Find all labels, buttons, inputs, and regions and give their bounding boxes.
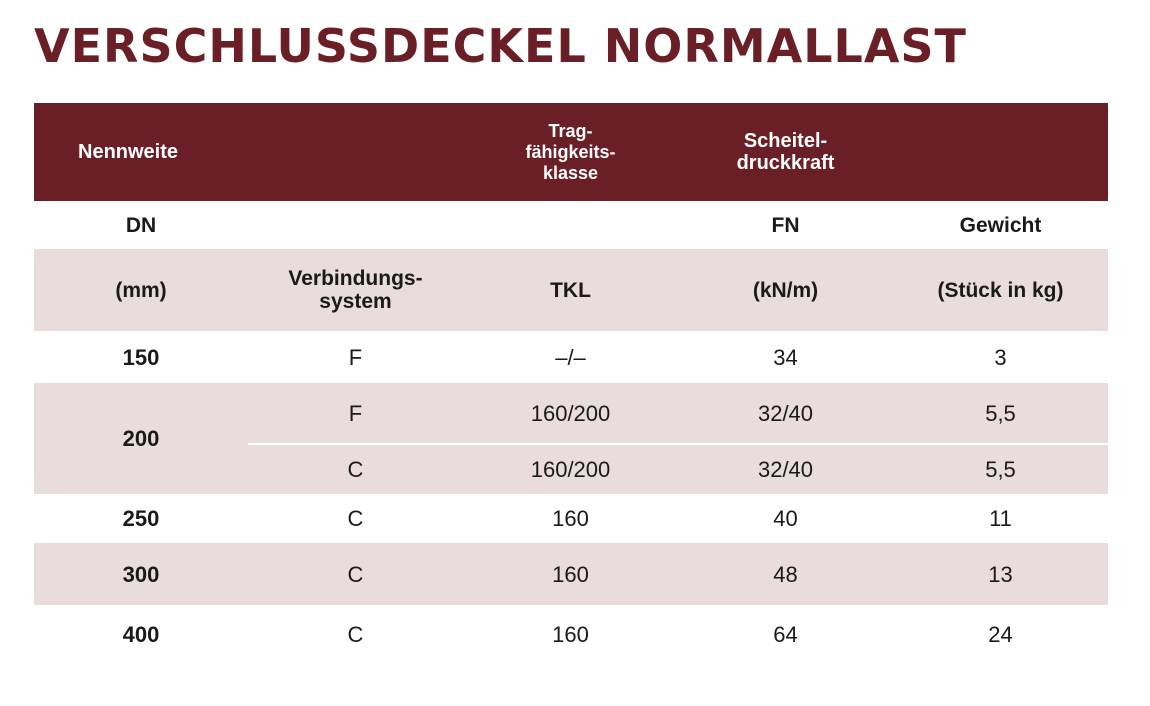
table-row	[34, 543, 1108, 605]
cell-fn: 32/40	[678, 444, 893, 494]
product-table	[34, 103, 1108, 663]
cell-weight: 13	[893, 543, 1108, 605]
units-row-1	[34, 201, 1108, 249]
table-header-row	[34, 103, 1108, 201]
table-row	[34, 331, 1108, 383]
cell-weight: 5,5	[893, 444, 1108, 494]
unit-gewicht: Gewicht	[959, 213, 1042, 237]
cell-tkl: 160	[463, 543, 678, 605]
cell-fn: 32/40	[678, 383, 893, 444]
header-empty	[248, 103, 463, 201]
cell-system: C	[248, 444, 463, 494]
cell-tkl: –/–	[555, 344, 586, 370]
table-row	[34, 494, 1108, 543]
cell-weight: 5,5	[893, 383, 1108, 444]
cell-fn: 40	[773, 506, 798, 531]
cell-system: C	[347, 506, 364, 531]
unit-verbindungssystem: Verbindungs- system	[248, 249, 463, 331]
cell-system: C	[248, 543, 463, 605]
cell-fn: 34	[773, 344, 798, 370]
cell-tkl: 160/200	[463, 444, 678, 494]
page-title: VERSCHLUSSDECKEL NORMALLAST	[34, 19, 967, 73]
header-scheiteldruckkraft: Scheitel- druckkraft	[678, 103, 893, 201]
cell-system: F	[348, 344, 363, 370]
unit-mm: (mm)	[34, 249, 248, 331]
cell-weight: 3	[994, 344, 1007, 370]
cell-fn: 64	[773, 621, 798, 647]
cell-system: F	[248, 383, 463, 444]
header-empty-2	[893, 103, 1108, 201]
cell-tkl: 160	[552, 621, 589, 647]
cell-dn: 200	[34, 383, 248, 494]
unit-tkl: TKL	[463, 249, 678, 331]
cell-weight: 24	[988, 621, 1013, 647]
unit-stueck: (Stück in kg)	[893, 249, 1108, 331]
cell-dn: 250	[122, 506, 160, 531]
cell-system: C	[347, 621, 364, 647]
cell-tkl: 160	[552, 506, 589, 531]
unit-knm: (kN/m)	[678, 249, 893, 331]
cell-dn: 300	[34, 543, 248, 605]
table-row	[34, 605, 1108, 663]
unit-dn: DN	[125, 213, 157, 237]
cell-tkl: 160/200	[463, 383, 678, 444]
cell-dn: 150	[122, 344, 160, 370]
cell-weight: 11	[989, 506, 1012, 531]
cell-fn: 48	[678, 543, 893, 605]
units-row-2	[34, 249, 1108, 331]
cell-dn: 400	[122, 621, 160, 647]
header-tragfaehigkeitsklasse: Trag- fähigkeits- klasse	[463, 103, 678, 201]
unit-fn: FN	[771, 213, 800, 237]
table-row	[34, 383, 1108, 444]
header-nennweite: Nennweite	[34, 103, 248, 201]
